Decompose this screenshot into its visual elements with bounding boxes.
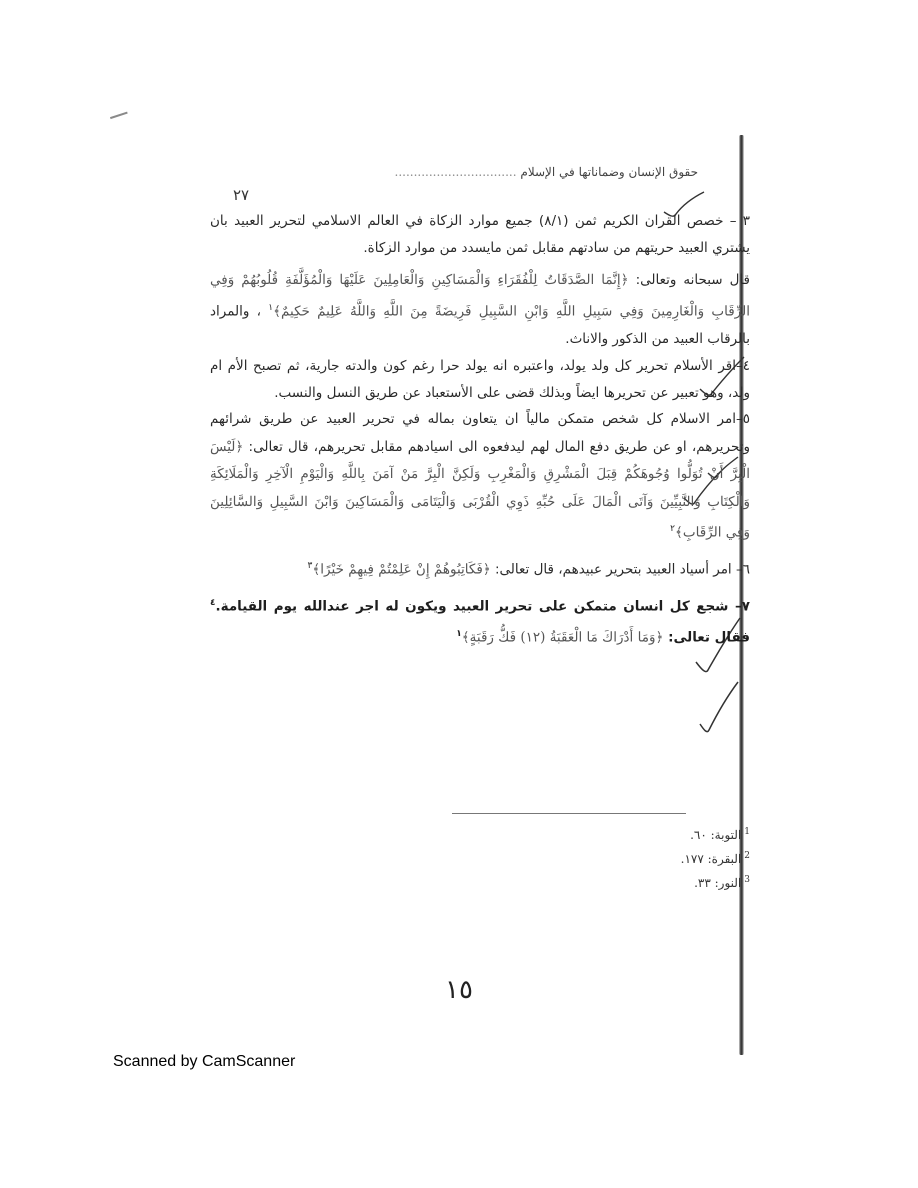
footnotes [520,822,750,894]
paragraph-5-text: ٥–امر الاسلام كل شخص متمكن مالياً ان يتعاون بماله في تحرير العبيد عن طريق شرائهم وتحريرهم، او عن طريق دفع المال لهم ليدفعوه الى اسيادهم مقابل تحريرهم، قال تعالى: [210,411,750,455]
quran-verse: ﴿وَمَا أَدْرَاكَ مَا الْعَقَبَةُ (١٢) فَكُّ رَقَبَةٍ﴾ [461,629,664,646]
footnote-ref: ٤ [210,598,216,608]
footnote-3 [520,870,750,894]
footnote-divider [452,813,686,814]
running-title: حقوق الإنسان وضماناتها في الإسلام [520,165,698,179]
header-dots: ................................ [394,165,517,179]
paragraph-6-text: ٦– امر أسياد العبيد بتحرير عبيدهم، قال تعالى: [490,561,750,578]
verse-intro: قال سبحانه وتعالى: [628,272,750,288]
footnote-number: 2 [744,851,750,861]
paragraph-4-text: ٤–اقر الأسلام تحرير كل ولد يولد، واعتبره انه يولد حرا رغم كون والدته جارية، ثم تصبح الأم ام ولد، وهو تعبير عن تحريرها ايضاً وبذلك قضى على الأستعباد عن طريق النسل والنسب. [210,358,750,401]
footnote-2 [520,846,750,870]
paragraph-tail: ، والمراد بالرقاب العبيد من الذكور والاناث. [210,303,750,347]
footnote-text: البقرة: ١٧٧. [680,852,742,866]
paragraph-4 [210,353,750,406]
footnote-number: 1 [744,827,750,837]
paragraph-3-text: ٣ – خصص القران الكريم ثمن (٨/١) جميع موارد الزكاة في العالم الاسلامي لتحرير العبيد بان يشتري العبيد حريتهم من سادتهم مقابل ثمن مايسدد من موارد الزكاة. [210,213,750,256]
footnote-number: 3 [744,875,750,885]
quran-verse: ﴿لَيْسَ الْبِرَّ أَنْ تُوَلُّوا وُجُوهَكُمْ قِبَلَ الْمَشْرِقِ وَالْمَغْرِبِ وَلَكِنَّ الْبِرَّ مَنْ آمَنَ بِاللَّهِ وَالْيَوْمِ الْآخِرِ وَالْمَلَائِكَةِ وَالْكِتَابِ وَالنَّبِيِّينَ وَآتَى الْمَالَ عَلَى حُبِّهِ ذَوِي الْقُرْبَى وَالْيَتَامَى وَالْمَسَاكِينَ وَابْنَ السَّبِيلِ وَالسَّائِلِينَ وَفِي الرِّقَابِ﴾ [210,438,750,541]
handwritten-page-number: ١٥ [445,975,473,1005]
check-mark-icon [698,680,740,736]
footnote-ref: ٣ [307,561,313,571]
paragraph-quran-tawba [210,267,750,353]
paragraph-5 [210,406,750,547]
footnote-ref: ١ [268,302,274,313]
footnote-ref: ١ [456,629,462,639]
footnote-text: النور: ٣٣. [694,876,742,890]
camscanner-watermark: Scanned by CamScanner [113,1053,296,1070]
paragraph-7-mid: فقال تعالى: [663,629,750,646]
scan-edge-mark [110,112,132,133]
paragraph-3 [210,208,750,261]
main-text [210,208,750,652]
footnote-ref: ٢ [670,524,675,534]
footnote-text: التوبة: ٦٠. [690,828,742,842]
paragraph-7 [210,590,750,652]
paragraph-6 [210,553,750,584]
quran-verse: ﴿فَكَاتِبُوهُمْ إِنْ عَلِمْتُمْ فِيهِمْ خَيْرًا﴾ [312,561,491,578]
running-header [300,165,698,179]
quran-verse: ﴿إِنَّمَا الصَّدَقَاتُ لِلْفُقَرَاءِ وَالْمَسَاكِينِ وَالْعَامِلِينَ عَلَيْهَا وَالْمُؤَلَّفَةِ قُلُوبُهُمْ وَفِي الرِّقَابِ وَالْغَارِمِينَ وَفِي سَبِيلِ اللَّهِ وَابْنِ السَّبِيلِ فَرِيضَةً مِنَ اللَّهِ وَاللَّهُ عَلِيمٌ حَكِيمٌ﴾ [210,272,750,319]
footnote-1 [520,822,750,846]
header-page-number: ٢٧ [233,186,250,204]
paragraph-7-text: ٧– شجع كل انسان متمكن على تحرير العبيد ويكون له اجر عندالله يوم القيامة. [215,598,750,615]
